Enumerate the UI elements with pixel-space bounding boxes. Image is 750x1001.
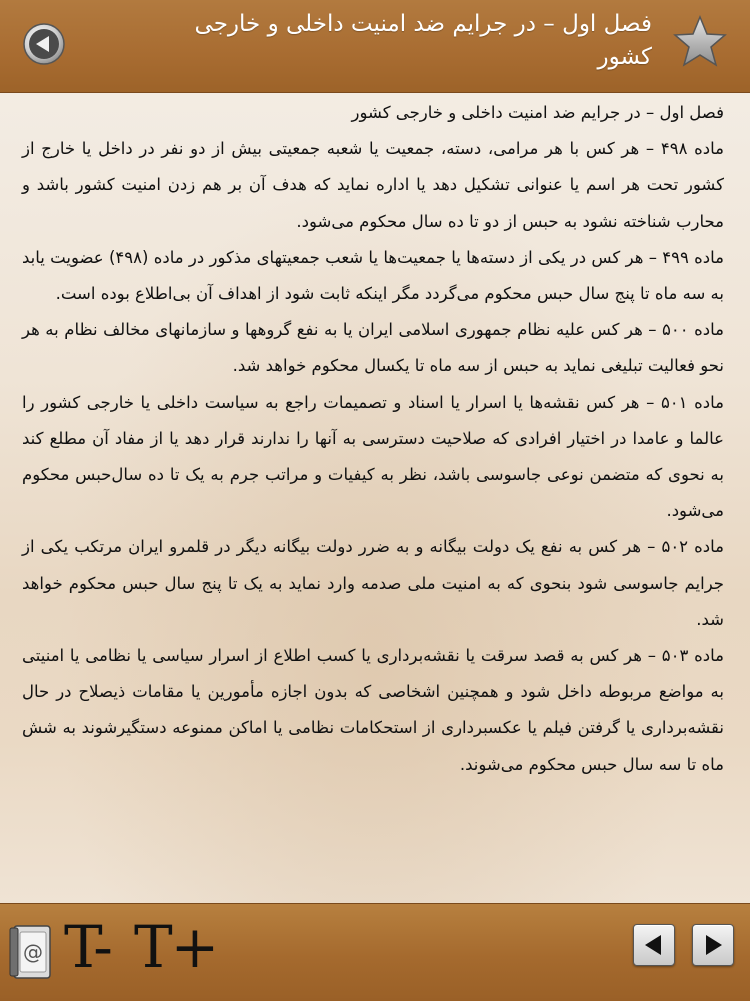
svg-text:@: @: [23, 940, 43, 964]
header-bar: [0, 0, 750, 93]
article-503: ماده ۵۰۳ – هر کس به قصد سرقت یا نقشه‌برداری یا کسب اطلاع از اسرار سیاسی یا نظامی یا امنیتی به مواضع مربوطه داخل شود و همچنین اشخاصی که بدون اجازه مأمورین یا مقامات ذیصلاح در حال نقشه‌برداری یا گرفتن فیلم یا عکسبرداری از استحکامات نظامی یا اماکن ممنوعه دستگیرشوند به شش ماه تا سه سال حبس محکوم می‌شوند.: [22, 646, 724, 774]
article-498: ماده ۴۹۸ – هر کس با هر مرامی، دسته، جمعیت یا شعبه جمعیتی بیش از دو نفر در داخل یا خارج از کشور تحت هر اسم یا عنوانی تشکیل دهد یا اداره نماید که هدف آن بر هم زدن امنیت کشور باشد و محارب شناخته نشود به حبس از دو تا ده سال محکوم می‌شود.: [22, 139, 724, 231]
article-499: ماده ۴۹۹ – هر کس در یکی از دسته‌ها یا جمعیت‌ها یا شعب جمعیتهای مذکور در ماده (۴۹۸) عضویت یابد به سه ماه تا پنج سال حبس محکوم می‌گردد مگر اینکه ثابت شود از اهداف آن بی‌اطلاع بوده است.: [22, 247, 724, 304]
next-page-icon: [693, 925, 733, 965]
article-text: [22, 95, 724, 783]
back-arrow-icon: [22, 22, 66, 66]
back-button[interactable]: [22, 22, 66, 66]
star-icon: [672, 14, 728, 70]
address-book-button[interactable]: [8, 924, 54, 980]
page-title: فصل اول – در جرایم ضد امنیت داخلی و خارجی کشور: [194, 11, 652, 70]
content-area: [0, 93, 750, 903]
footer-toolbar: [0, 903, 750, 1001]
address-book-icon: [8, 924, 54, 980]
next-page-button[interactable]: [692, 924, 734, 966]
font-decrease-button[interactable]: T-: [64, 913, 111, 981]
article-502: ماده ۵۰۲ – هر کس به نفع یک دولت بیگانه و به ضرر دولت بیگانه دیگر در قلمرو ایران مرتکب یکی از جرایم جاسوسی شود بنحوی که به امنیت ملی صدمه وارد نماید به یک تا پنج سال حبس محکوم خواهد شد.: [22, 537, 724, 629]
article-501: ماده ۵۰۱ – هر کس نقشه‌ها یا اسرار یا اسناد و تصمیمات راجع به سیاست داخلی یا خارجی کشور را عالما و عامدا در اختیار افرادی که صلاحیت دسترسی به آنها را ندارند قرار دهد یا از مفاد آن مطلع کند به نحوی که متضمن نوعی جاسوسی باشد، نظر به کیفیات و مراتب جرم به یک تا ده سال‌حبس محکوم می‌شود.: [22, 392, 724, 521]
previous-page-button[interactable]: [633, 924, 675, 966]
font-increase-button[interactable]: T+: [134, 913, 218, 981]
favorite-button[interactable]: [672, 14, 728, 70]
article-500: ماده ۵۰۰ – هر کس علیه نظام جمهوری اسلامی ایران یا به نفع گروهها و سازمانهای مخالف نظام به هر نحو فعالیت تبلیغی نماید به حبس از سه ماه تا یکسال محکوم خواهد شد.: [22, 320, 724, 376]
chapter-heading: فصل اول – در جرایم ضد امنیت داخلی و خارجی کشور: [351, 103, 724, 122]
previous-page-icon: [634, 925, 674, 965]
